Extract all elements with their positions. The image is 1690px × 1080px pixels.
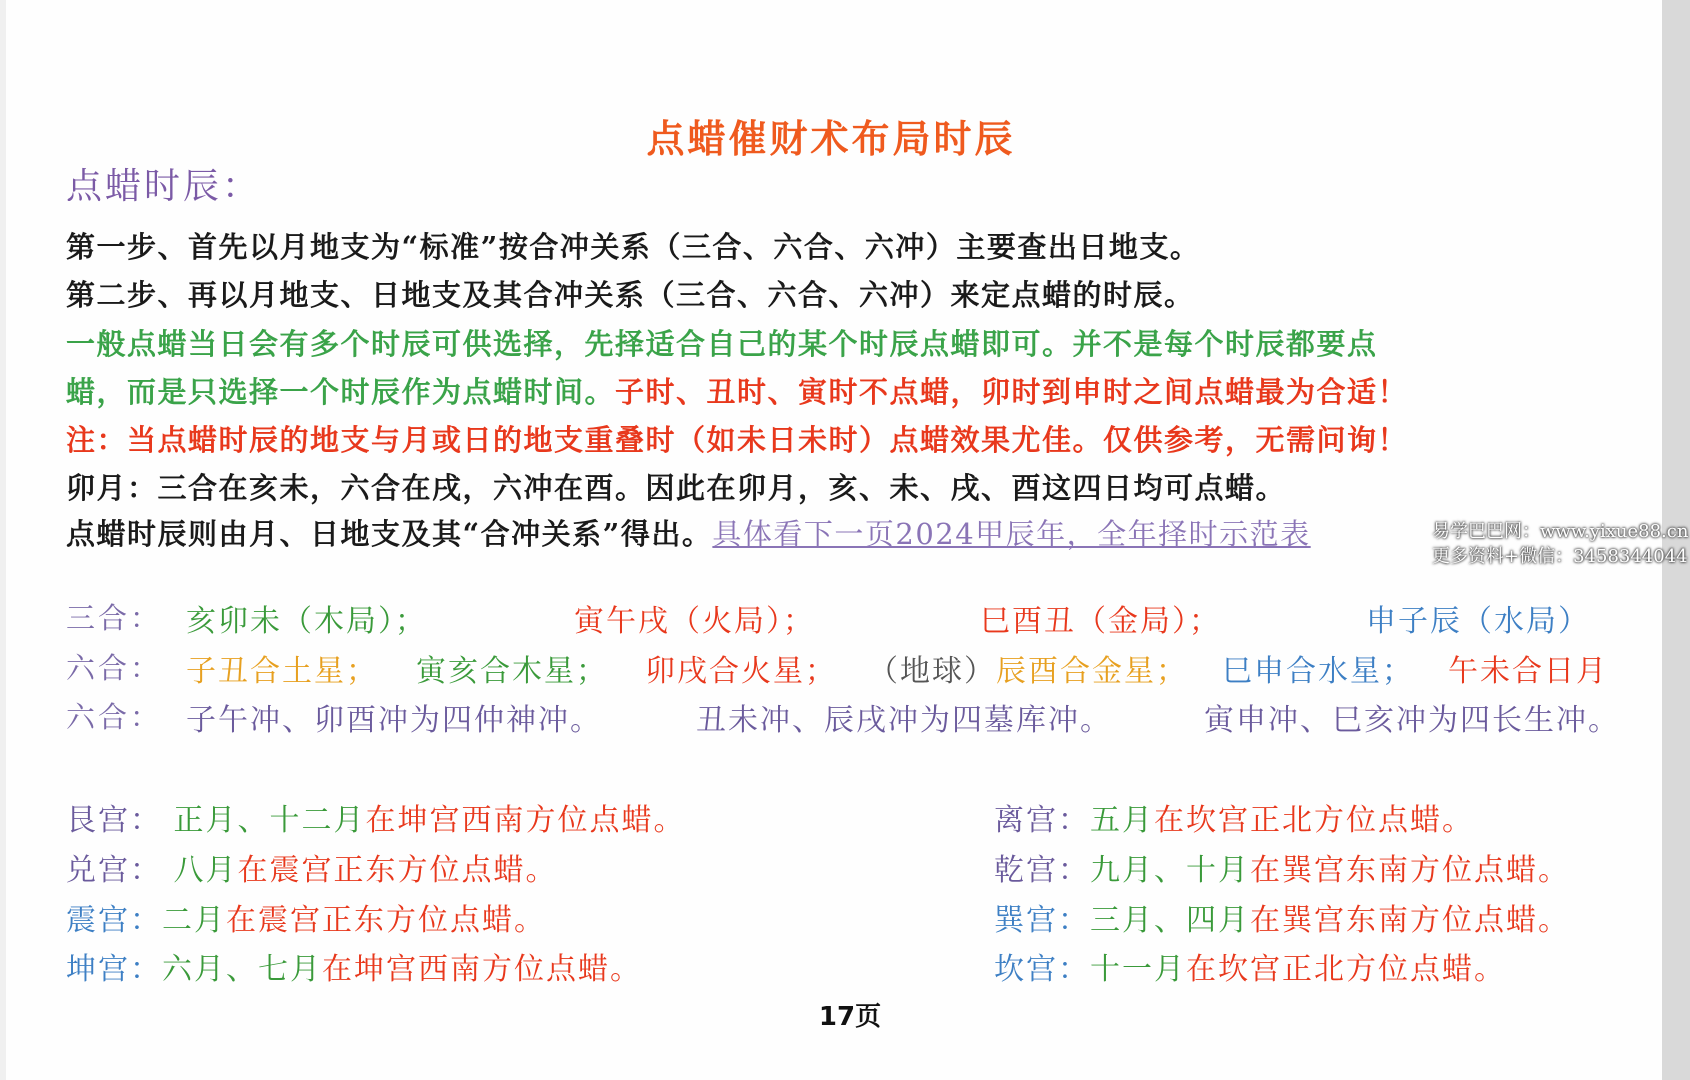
sanhe-water: 申子辰（水局）: [1366, 604, 1590, 639]
palace-direction: 在坤宫西南方位点蜡。: [365, 803, 686, 838]
palace-label: 乾宫：: [994, 853, 1090, 888]
palace-months: 十一月: [1090, 952, 1186, 987]
sanhe-label: 三合：: [66, 601, 163, 635]
liuhe-water: 巳申合水星；: [1222, 654, 1414, 689]
palace-direction: 在巽宫东南方位点蜡。: [1250, 853, 1570, 888]
palace-direction: 在巽宫东南方位点蜡。: [1250, 903, 1570, 938]
liuhe-sun-moon: 午未合日月: [1448, 654, 1608, 689]
step-one: 第一步、首先以月地支为“标准”按合冲关系（三合、六合、六冲）主要查出日地支。: [66, 230, 1201, 264]
palace-months: 八月: [173, 853, 238, 888]
chong-changsheng: 寅申冲、巳亥冲为四长生冲。: [1204, 703, 1620, 738]
liuhe-wood: 寅亥合木星；: [416, 654, 608, 689]
rule-text: 点蜡时辰则由月、日地支及其“合冲关系”得出。: [66, 517, 713, 551]
palace-label: 巽宫：: [994, 903, 1090, 938]
palace-months: 正月、十二月: [173, 803, 366, 838]
general-note-line-1: 一般点蜡当日会有多个时辰可供选择，先择适合自己的某个时辰点蜡即可。并不是每个时辰都要点: [66, 327, 1378, 361]
palace-kan: [994, 944, 1506, 988]
rule-line: [66, 512, 1311, 553]
page-number: 17页: [818, 1002, 882, 1032]
palace-months: 九月、十月: [1090, 853, 1250, 888]
liuchong-label: 六合：: [66, 700, 163, 734]
example-line: 卯月：三合在亥未，六合在戌，六冲在酉。因此在卯月，亥、未、戌、酉这四日均可点蜡。: [66, 471, 1287, 505]
liuhe-fire: 卯戌合火星；: [645, 654, 837, 689]
palace-direction: 在震宫正东方位点蜡。: [237, 853, 558, 888]
liuhe-earth: 子丑合土星；: [186, 654, 378, 689]
palace-label: 兑宫：: [66, 853, 162, 888]
liuhe-metal: 辰酉合金星；: [996, 654, 1188, 689]
palace-months: 六月、七月: [162, 952, 322, 987]
palace-direction: 在坎宫正北方位点蜡。: [1186, 952, 1506, 987]
timing-warning: 子时、丑时、寅时不点蜡，卯时到申时之间点蜡最为合适！: [615, 375, 1409, 409]
sanhe-fire: 寅午戌（火局）；: [574, 604, 815, 639]
remark-note: 注：当点蜡时辰的地支与月或日的地支重叠时（如未日未时）点蜡效果尤佳。仅供参考，无需问询！: [66, 423, 1409, 457]
watermark-site: 易学巴巴网：www.yixue88.cn: [1432, 521, 1689, 542]
chong-muku: 丑未冲、辰戌冲为四墓库冲。: [696, 703, 1112, 738]
palace-gen: [66, 795, 686, 839]
general-note-line-2: [66, 370, 1408, 411]
palace-months: 二月: [162, 903, 226, 938]
step-two: 第二步、再以月地支、日地支及其合冲关系（三合、六合、六冲）来定点蜡的时辰。: [66, 278, 1195, 312]
palace-label: 坎宫：: [994, 952, 1090, 987]
palace-label: 离宫：: [994, 803, 1090, 838]
palace-direction: 在震宫正东方位点蜡。: [226, 903, 546, 938]
palace-months: 三月、四月: [1090, 903, 1250, 938]
palace-direction: 在坎宫正北方位点蜡。: [1154, 803, 1474, 838]
palace-xun: [994, 895, 1570, 939]
palace-direction: 在坤宫西南方位点蜡。: [322, 952, 642, 987]
palace-li: [994, 795, 1474, 839]
palace-months: 五月: [1090, 803, 1154, 838]
liuhe-earth-planet: （地球）: [868, 654, 996, 689]
palace-zhen: [66, 895, 546, 939]
sanhe-metal: 巳酉丑（金局）；: [980, 604, 1221, 639]
page-title: 点蜡催财术布局时辰: [646, 116, 1016, 161]
section-heading: 点蜡时辰：: [66, 166, 262, 207]
chong-zhongshen: 子午冲、卯酉冲为四仲神冲。: [186, 703, 602, 738]
palace-kun: [66, 944, 642, 988]
liuhe-label: 六合：: [66, 651, 163, 685]
palace-label: 坤宫：: [66, 952, 162, 987]
palace-label: 艮宫：: [66, 803, 162, 838]
palace-dui: [66, 845, 558, 889]
palace-qian: [994, 845, 1570, 889]
next-page-link[interactable]: 具体看下一页2024甲辰年，全年择时示范表: [712, 517, 1311, 551]
watermark-contact: 更多资料+微信：3458344044: [1432, 546, 1688, 567]
sanhe-wood: 亥卯未（木局）；: [186, 604, 427, 639]
palace-label: 震宫：: [66, 903, 162, 938]
general-note-text: 蜡，而是只选择一个时辰作为点蜡时间。: [66, 375, 616, 409]
